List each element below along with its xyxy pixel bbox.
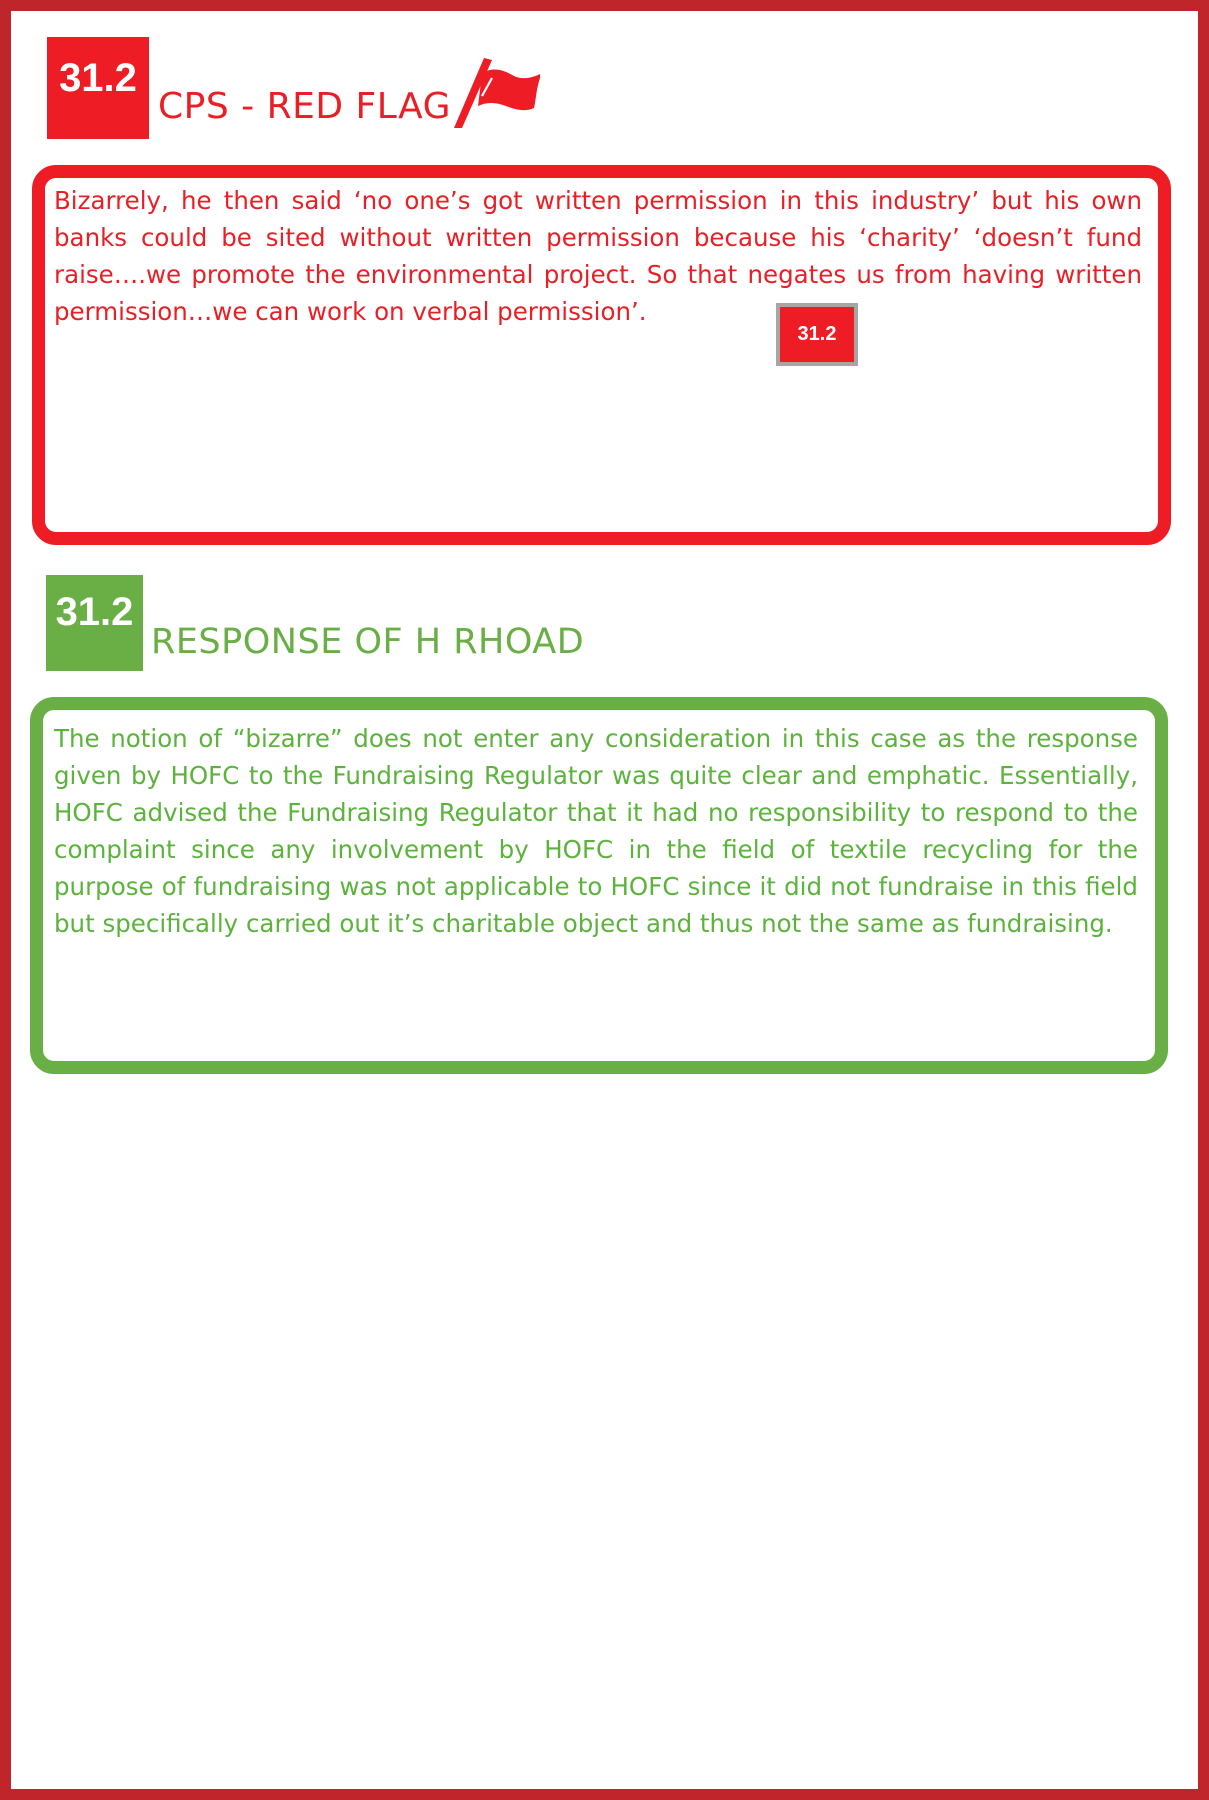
red-flag-statement-text: Bizarrely, he then said ‘no one’s got written permission in this industry’ but his own banks could be sited without written permission because his ‘charity’ ‘doesn’t fund raise….we promote the environmental project. So that negates us from having written permission…we can work on verbal permission’. [54, 186, 1142, 326]
red-flag-section-number-badge [47, 37, 149, 139]
response-section-title: RESPONSE OF H RHOAD [151, 622, 585, 662]
red-flag-section-title: CPS - RED FLAG [158, 86, 451, 127]
response-statement-text: The notion of “bizarre” does not enter any consideration in this case as the response given by HOFC to the Fundraising Regulator was quite clear and emphatic. Essentially, HOFC advised the Fundraising Regulator that it had no responsibility to respond to the complaint since any involvement by HOFC in the field of textile recycling for the purpose of fundraising was not applicable to HOFC since it did not fundraise in this field but specifically carried out it’s charitable object and thus not the same as fundraising. [54, 724, 1138, 938]
response-section-number: 31.2 [55, 589, 134, 634]
red-flag-section-number: 31.2 [59, 55, 137, 100]
response-section-number-badge [46, 575, 143, 671]
reference-badge-label: 31.2 [797, 323, 837, 345]
reference-badge [776, 303, 858, 366]
flag-icon [452, 56, 544, 130]
